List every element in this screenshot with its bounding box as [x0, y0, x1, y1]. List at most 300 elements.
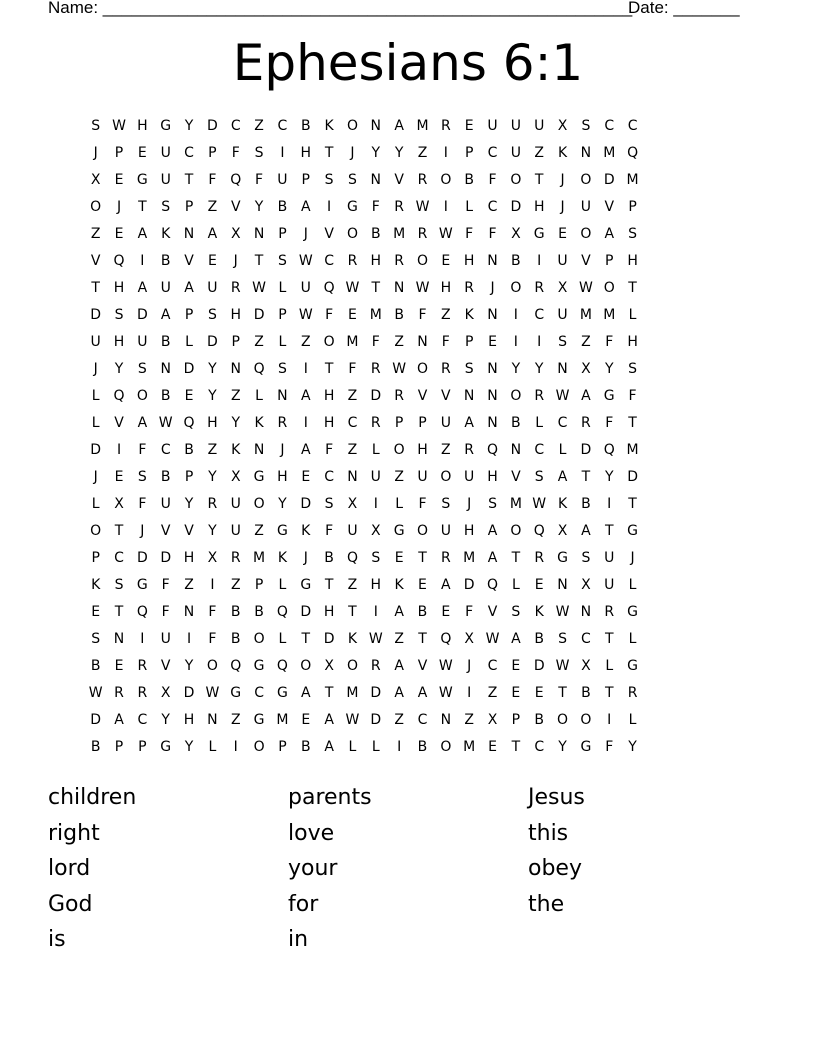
- grid-letter: R: [534, 280, 545, 296]
- grid-letter: U: [230, 523, 241, 539]
- grid-letter: S: [581, 118, 591, 134]
- grid-letter: B: [534, 712, 544, 728]
- grid-letter: D: [136, 307, 148, 323]
- word-bank: [48, 780, 768, 960]
- grid-letter: N: [580, 145, 592, 161]
- grid-letter: M: [509, 496, 522, 512]
- grid-letter: I: [513, 307, 518, 323]
- grid-letter: X: [371, 523, 381, 539]
- grid-letter: S: [628, 361, 638, 377]
- grid-letter: I: [186, 631, 192, 647]
- grid-letter: I: [373, 604, 378, 620]
- grid-letter: F: [465, 226, 474, 242]
- grid-letter: L: [511, 577, 520, 593]
- grid-letter: Q: [603, 442, 615, 458]
- word-bank-item: lord: [48, 856, 91, 881]
- grid-letter: X: [511, 226, 521, 242]
- grid-letter: S: [371, 550, 381, 566]
- grid-letter: U: [440, 415, 451, 431]
- grid-letter: B: [417, 739, 428, 755]
- grid-letter: S: [161, 199, 171, 215]
- grid-letter: R: [581, 415, 591, 431]
- grid-letter: H: [183, 550, 195, 566]
- grid-letter: U: [534, 118, 545, 134]
- grid-letter: D: [510, 199, 522, 215]
- grid-letter: K: [324, 118, 334, 134]
- grid-letter: L: [91, 496, 100, 512]
- grid-letter: F: [161, 577, 170, 593]
- grid-row: [84, 599, 738, 626]
- grid-letter: G: [580, 739, 592, 755]
- grid-letter: D: [207, 334, 218, 350]
- grid-letter: O: [440, 172, 452, 188]
- grid-letter: E: [534, 577, 544, 593]
- grid-letter: Y: [184, 496, 194, 512]
- grid-letter: B: [511, 253, 521, 269]
- grid-letter: C: [534, 307, 545, 323]
- grid-letter: F: [418, 307, 427, 323]
- grid-letter: T: [534, 172, 544, 188]
- grid-letter: G: [627, 658, 638, 674]
- grid-letter: Z: [347, 442, 358, 458]
- grid-letter: G: [230, 685, 242, 701]
- grid-letter: Z: [534, 145, 544, 161]
- grid-letter: W: [345, 280, 360, 296]
- grid-letter: W: [485, 631, 500, 647]
- grid-letter: J: [116, 199, 122, 215]
- grid-letter: K: [161, 226, 171, 242]
- grid-letter: F: [208, 172, 217, 188]
- grid-letter: D: [370, 685, 382, 701]
- grid-letter: V: [417, 658, 428, 674]
- grid-letter: V: [511, 469, 521, 485]
- grid-letter: G: [253, 658, 265, 674]
- grid-letter: U: [604, 577, 615, 593]
- grid-letter: M: [579, 307, 592, 323]
- grid-letter: O: [206, 658, 218, 674]
- grid-letter: J: [490, 280, 495, 296]
- word-bank-item: the: [528, 891, 565, 917]
- grid-letter: E: [511, 685, 521, 701]
- grid-letter: U: [370, 469, 381, 485]
- grid-letter: L: [628, 577, 637, 593]
- grid-letter: V: [324, 226, 334, 242]
- grid-letter: I: [140, 253, 145, 269]
- grid-letter: Q: [276, 604, 288, 620]
- grid-letter: C: [627, 118, 638, 134]
- grid-row: [84, 572, 738, 599]
- grid-letter: Y: [511, 361, 521, 377]
- grid-letter: O: [136, 388, 148, 404]
- grid-letter: A: [324, 712, 334, 728]
- grid-letter: B: [277, 199, 288, 215]
- grid-letter: K: [394, 577, 404, 593]
- grid-letter: F: [208, 631, 217, 647]
- grid-letter: N: [487, 388, 498, 404]
- grid-letter: H: [323, 388, 335, 404]
- grid-letter: J: [467, 496, 472, 512]
- grid-letter: O: [510, 172, 522, 188]
- grid-letter: O: [416, 361, 428, 377]
- grid-letter: C: [254, 685, 264, 701]
- grid-letter: K: [534, 604, 544, 620]
- grid-letter: N: [393, 280, 405, 296]
- grid-letter: V: [417, 388, 428, 404]
- grid-letter: A: [581, 388, 591, 404]
- grid-letter: S: [114, 577, 124, 593]
- grid-letter: X: [557, 280, 568, 296]
- grid-letter: R: [464, 280, 475, 296]
- grid-letter: I: [397, 739, 402, 755]
- grid-letter: Z: [184, 577, 194, 593]
- grid-letter: G: [300, 577, 312, 593]
- grid-letter: V: [230, 199, 241, 215]
- word-bank-item: parents: [288, 785, 372, 810]
- grid-letter: P: [184, 307, 194, 323]
- grid-letter: H: [183, 712, 195, 728]
- grid-letter: Q: [323, 280, 335, 296]
- grid-letter: R: [370, 415, 381, 431]
- grid-letter: M: [416, 118, 429, 134]
- grid-letter: B: [417, 604, 428, 620]
- grid-letter: U: [137, 334, 148, 350]
- grid-letter: J: [93, 469, 98, 485]
- grid-letter: P: [418, 415, 427, 431]
- grid-letter: E: [114, 469, 124, 485]
- grid-letter: A: [557, 469, 568, 485]
- grid-letter: N: [557, 577, 568, 593]
- grid-letter: C: [534, 739, 545, 755]
- grid-letter: M: [253, 550, 266, 566]
- grid-letter: F: [605, 415, 614, 431]
- grid-letter: W: [252, 280, 266, 296]
- grid-letter: J: [467, 658, 472, 674]
- grid-letter: L: [465, 199, 474, 215]
- grid-letter: F: [371, 334, 380, 350]
- word-bank-item: God: [48, 891, 93, 917]
- grid-letter: P: [278, 307, 287, 323]
- grid-letter: T: [114, 604, 124, 620]
- grid-letter: P: [184, 199, 194, 215]
- grid-letter: V: [160, 523, 171, 539]
- grid-letter: B: [160, 388, 171, 404]
- grid-letter: A: [511, 631, 521, 647]
- grid-row: [84, 329, 738, 356]
- grid-letter: W: [532, 496, 547, 512]
- grid-letter: E: [114, 226, 124, 242]
- grid-row: [84, 167, 738, 194]
- grid-letter: M: [369, 307, 382, 323]
- grid-letter: Y: [208, 523, 217, 539]
- grid-letter: L: [535, 415, 544, 431]
- grid-letter: D: [323, 631, 335, 647]
- grid-letter: S: [324, 496, 334, 512]
- grid-letter: N: [463, 388, 475, 404]
- grid-letter: R: [394, 388, 404, 404]
- grid-letter: N: [487, 415, 498, 431]
- grid-letter: U: [230, 496, 241, 512]
- grid-letter: Q: [183, 415, 195, 431]
- grid-letter: V: [160, 658, 171, 674]
- grid-letter: O: [253, 496, 265, 512]
- grid-letter: B: [184, 442, 194, 458]
- grid-letter: X: [230, 469, 241, 485]
- grid-letter: J: [303, 550, 308, 566]
- grid-letter: T: [604, 685, 614, 701]
- grid-letter: G: [160, 739, 172, 755]
- grid-letter: U: [557, 253, 568, 269]
- grid-letter: G: [627, 604, 638, 620]
- grid-letter: I: [233, 739, 238, 755]
- grid-letter: A: [604, 226, 615, 242]
- grid-letter: P: [114, 145, 124, 161]
- grid-letter: G: [253, 469, 265, 485]
- grid-letter: X: [581, 361, 591, 377]
- grid-letter: M: [626, 442, 639, 458]
- grid-letter: Y: [184, 658, 194, 674]
- grid-letter: E: [301, 712, 311, 728]
- grid-letter: I: [327, 199, 332, 215]
- grid-letter: I: [303, 361, 308, 377]
- grid-letter: B: [230, 631, 241, 647]
- grid-letter: Z: [394, 712, 404, 728]
- grid-letter: X: [581, 577, 591, 593]
- grid-letter: V: [184, 523, 194, 539]
- grid-letter: D: [370, 712, 382, 728]
- grid-letter: O: [90, 199, 102, 215]
- grid-letter: Z: [254, 334, 264, 350]
- grid-letter: C: [277, 118, 288, 134]
- grid-letter: G: [347, 199, 358, 215]
- grid-row: [84, 680, 738, 707]
- grid-letter: V: [581, 253, 591, 269]
- grid-letter: W: [88, 685, 103, 701]
- grid-letter: Y: [394, 145, 404, 161]
- grid-letter: D: [183, 685, 195, 701]
- grid-letter: P: [278, 739, 287, 755]
- grid-letter: Z: [464, 712, 474, 728]
- grid-letter: B: [581, 685, 591, 701]
- grid-letter: S: [137, 361, 147, 377]
- grid-letter: E: [511, 658, 521, 674]
- grid-letter: C: [581, 631, 591, 647]
- grid-letter: K: [301, 523, 311, 539]
- grid-letter: J: [280, 442, 285, 458]
- grid-letter: F: [628, 388, 637, 404]
- grid-letter: D: [90, 307, 102, 323]
- grid-letter: O: [253, 739, 265, 755]
- grid-letter: D: [603, 172, 615, 188]
- grid-letter: R: [464, 442, 475, 458]
- grid-letter: X: [347, 496, 358, 512]
- grid-letter: J: [140, 523, 145, 539]
- grid-letter: B: [90, 658, 101, 674]
- word-bank-column-3: [528, 780, 758, 922]
- grid-letter: B: [230, 604, 241, 620]
- grid-letter: C: [534, 442, 545, 458]
- grid-letter: O: [557, 712, 569, 728]
- grid-letter: F: [488, 172, 497, 188]
- grid-letter: T: [301, 631, 311, 647]
- grid-letter: I: [513, 334, 518, 350]
- grid-letter: Y: [208, 469, 217, 485]
- grid-letter: H: [230, 307, 241, 323]
- word-bank-item: children: [48, 785, 137, 810]
- grid-letter: S: [277, 253, 287, 269]
- grid-letter: I: [443, 199, 448, 215]
- grid-letter: W: [578, 280, 593, 296]
- grid-letter: W: [555, 388, 570, 404]
- grid-letter: O: [510, 388, 522, 404]
- grid-letter: L: [278, 334, 287, 350]
- grid-letter: U: [300, 280, 311, 296]
- grid-letter: A: [394, 685, 404, 701]
- grid-row: [84, 248, 738, 275]
- grid-letter: H: [627, 334, 638, 350]
- grid-letter: R: [207, 496, 218, 512]
- grid-letter: T: [324, 145, 334, 161]
- grid-letter: H: [300, 145, 312, 161]
- grid-letter: J: [233, 253, 238, 269]
- grid-letter: T: [604, 631, 614, 647]
- grid-letter: T: [348, 604, 357, 620]
- grid-letter: F: [138, 442, 147, 458]
- grid-letter: R: [230, 550, 241, 566]
- grid-letter: W: [205, 685, 220, 701]
- grid-letter: Z: [347, 388, 358, 404]
- grid-letter: W: [298, 253, 313, 269]
- grid-letter: Y: [231, 415, 241, 431]
- grid-letter: F: [255, 172, 264, 188]
- grid-letter: E: [91, 604, 101, 620]
- grid-letter: U: [160, 172, 171, 188]
- grid-letter: V: [184, 253, 194, 269]
- grid-letter: D: [160, 550, 172, 566]
- grid-letter: G: [253, 712, 265, 728]
- grid-letter: O: [346, 118, 358, 134]
- grid-letter: R: [534, 550, 545, 566]
- grid-letter: B: [534, 631, 544, 647]
- word-bank-column-1: [48, 780, 278, 958]
- grid-letter: X: [160, 685, 171, 701]
- grid-letter: Y: [371, 145, 381, 161]
- grid-letter: C: [230, 118, 241, 134]
- grid-letter: O: [253, 631, 265, 647]
- grid-letter: S: [511, 604, 521, 620]
- grid-letter: L: [208, 739, 217, 755]
- grid-letter: C: [184, 145, 194, 161]
- grid-letter: B: [160, 334, 171, 350]
- grid-letter: G: [557, 550, 568, 566]
- grid-letter: L: [628, 712, 637, 728]
- grid-letter: R: [440, 361, 451, 377]
- grid-letter: C: [324, 253, 334, 269]
- grid-letter: T: [138, 199, 147, 215]
- grid-letter: H: [533, 199, 545, 215]
- grid-letter: U: [160, 145, 171, 161]
- grid-letter: S: [488, 496, 497, 512]
- grid-letter: W: [158, 415, 173, 431]
- grid-letter: H: [627, 253, 638, 269]
- grid-letter: O: [440, 469, 452, 485]
- grid-letter: Q: [487, 442, 499, 458]
- grid-letter: N: [510, 442, 522, 458]
- grid-row: [84, 653, 738, 680]
- grid-letter: X: [230, 226, 241, 242]
- grid-letter: A: [581, 523, 591, 539]
- grid-letter: D: [533, 658, 545, 674]
- grid-letter: Y: [184, 118, 194, 134]
- grid-letter: F: [325, 307, 334, 323]
- grid-row: [84, 410, 738, 437]
- grid-letter: W: [438, 658, 453, 674]
- grid-letter: C: [487, 145, 498, 161]
- grid-letter: K: [254, 415, 264, 431]
- word-bank-item: obey: [528, 856, 582, 881]
- grid-letter: T: [184, 172, 194, 188]
- grid-letter: F: [231, 145, 240, 161]
- grid-letter: K: [231, 442, 241, 458]
- grid-letter: L: [91, 388, 100, 404]
- grid-letter: V: [90, 253, 101, 269]
- grid-letter: O: [603, 280, 615, 296]
- grid-letter: L: [278, 280, 287, 296]
- grid-letter: V: [394, 172, 404, 188]
- grid-letter: U: [604, 550, 615, 566]
- grid-letter: N: [160, 361, 171, 377]
- grid-letter: U: [90, 334, 101, 350]
- grid-letter: P: [628, 199, 637, 215]
- grid-letter: Z: [230, 388, 241, 404]
- grid-letter: L: [371, 442, 380, 458]
- grid-letter: U: [277, 172, 288, 188]
- grid-letter: B: [370, 226, 381, 242]
- grid-row: [84, 221, 738, 248]
- grid-letter: R: [440, 550, 451, 566]
- grid-letter: X: [464, 631, 474, 647]
- grid-letter: D: [300, 496, 312, 512]
- grid-letter: L: [278, 631, 287, 647]
- grid-letter: O: [510, 280, 522, 296]
- grid-letter: B: [160, 469, 171, 485]
- grid-letter: B: [394, 307, 404, 323]
- grid-letter: M: [346, 685, 359, 701]
- grid-letter: Y: [184, 739, 194, 755]
- grid-letter: Q: [136, 604, 148, 620]
- grid-letter: C: [487, 199, 498, 215]
- grid-letter: Q: [487, 577, 499, 593]
- grid-letter: X: [114, 496, 124, 512]
- grid-row: [84, 518, 738, 545]
- grid-letter: F: [418, 496, 427, 512]
- grid-letter: G: [533, 226, 545, 242]
- grid-letter: N: [207, 712, 218, 728]
- grid-letter: N: [183, 604, 195, 620]
- word-bank-item: love: [288, 820, 335, 846]
- grid-row: [84, 140, 738, 167]
- grid-letter: Z: [230, 577, 241, 593]
- grid-letter: Z: [417, 145, 428, 161]
- grid-letter: S: [464, 361, 474, 377]
- grid-letter: B: [300, 118, 311, 134]
- grid-letter: Q: [230, 172, 242, 188]
- grid-letter: X: [324, 658, 334, 674]
- grid-letter: C: [160, 442, 171, 458]
- grid-letter: T: [558, 685, 567, 701]
- grid-letter: U: [487, 118, 498, 134]
- grid-letter: A: [417, 685, 428, 701]
- grid-letter: O: [300, 658, 312, 674]
